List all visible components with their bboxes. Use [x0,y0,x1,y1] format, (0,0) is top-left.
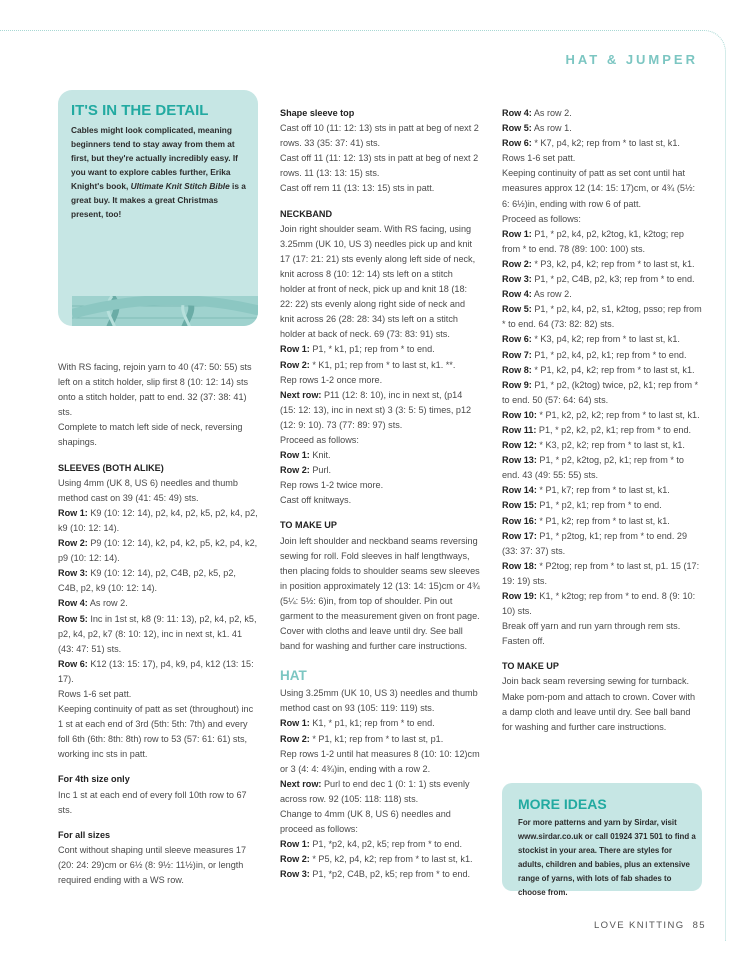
paragraph: Keeping continuity of patt as set (throughout) inc 1 st at each end of 3rd (5th: 5th: 7th) and every foll 6th (6th: 8th: 8th) row to 53 (57: 61: 61) sts, working inc sts in patt. [58,704,254,760]
pattern-row [502,136,702,151]
pattern-row [280,463,480,478]
row-label: Row 11: [502,424,537,435]
detail-text [71,123,251,221]
row-label: Row 18: [502,560,537,571]
pattern-row [280,732,480,747]
row-label: Row 1: [58,507,88,518]
row-text: * P1, k2, p4, k2; rep from * to last st, k1. [531,364,695,375]
paragraph: Break off yarn and run yarn through rem sts. Fasten off. [502,621,681,647]
row-text: P1, * p2, k2, p2, k1; rep from * to end. [536,424,692,435]
pattern-row [502,121,702,136]
pattern-row [502,423,702,438]
row-label: Row 15: [502,500,537,511]
row-text: K1, * p1, k1; rep from * to end. [309,718,435,729]
pattern-row [58,506,258,536]
pattern-row [502,438,702,453]
row-label: Row 3: [502,274,532,285]
cable-knit-photo [72,296,258,326]
row-label: Row 13: [502,455,537,466]
row-text: P1, *p2, k4, p2, k5; rep from * to end. [309,839,462,850]
row-text: Inc in 1st st, k8 (9: 11: 13), p2, k4, p2, k5, p2, k4, p2, k7 (8: 10: 12), inc in next st, k1. 41 (43: 47: 51) sts. [58,613,257,654]
paragraph: Join back seam reversing sewing for turnback. Make pom-pom and attach to crown. Cover with a damp cloth and leave until dry. See ball band for washing and further care instructions. [502,676,696,732]
section-heading: Shape sleeve top [280,108,355,118]
pattern-row [280,358,480,373]
pattern-row [502,529,702,559]
pattern-row [502,106,702,121]
row-label: Row 1: [502,228,532,239]
row-label: Row 16: [502,515,537,526]
pattern-row [502,408,702,423]
paragraph: Rep rows 1-2 until hat measures 8 (10: 10: 12)cm or 3 (4: 4: 4¾)in, ending with a row 2. [280,748,480,774]
row-text: As row 2. [87,598,128,609]
row-label: Row 6: [502,334,532,345]
paragraph: Cont without shaping until sleeve measures 17 (20: 24: 29)cm or 6½ (8: 9½: 11½)in, or length required ending with a WS row. [58,844,247,885]
pattern-row [502,332,702,347]
row-label: Row 1: [280,718,310,729]
pattern-row [502,514,702,529]
row-text: * P5, k2, p4, k2; rep from * to last st, k1. [309,854,473,865]
row-text: As row 2. [531,289,572,300]
paragraph: Keeping continuity of patt as set cont until hat measures approx 12 (14: 15: 17)cm, or 4¾ (5½: 6: 6½)in, ending with row 6 of patt. [502,168,696,209]
row-text: P1, * k1, p1; rep from * to end. [309,344,435,355]
row-label: Row 2: [280,465,310,476]
pattern-row [502,257,702,272]
row-text: * P1, k7; rep from * to last st, k1. [536,485,670,496]
row-text: P1, * p2tog, k1; rep from * to end. 29 (33: 37: 37) sts. [502,530,688,556]
detail-box [58,90,258,326]
row-text: K9 (10: 12: 14), p2, C4B, p2, k5, p2, C4B, p2, k9 (10: 12: 14). [58,568,236,594]
pattern-row [58,612,258,657]
more-ideas-text: For more patterns and yarn by Sirdar, visit www.sirdar.co.uk or call 01924 371 501 to find a stockist in your area. There are styles for adults, children and babies, plus an extensive range of yarns, with lots of fab shades to choose from. [518,818,696,897]
row-label: Next row: [280,389,322,400]
row-label: Row 5: [502,304,532,315]
row-label: Row 6: [502,138,532,149]
row-label: Row 10: [502,409,537,420]
more-ideas-title: MORE IDEAS [518,796,607,812]
row-label: Row 8: [502,364,532,375]
section-heading: TO MAKE UP [280,520,337,531]
row-label: Row 3: [280,869,310,880]
column-2 [280,106,480,883]
pattern-row [502,363,702,378]
row-label: Row 3: [58,568,88,579]
row-label: Row 14: [502,485,537,496]
detail-text-1: Cables might look complicated, meaning beginners tend to stay away from them at first, but they're actually incredibly easy. If you want to explore cables further, Erika Knight's book, [71,125,238,191]
pattern-row [280,777,480,807]
row-label: Row 19: [502,591,537,601]
paragraph: Cast off 10 (11: 12: 13) sts in patt at beg of next 2 rows. 33 (35: 37: 41) sts. [280,123,479,149]
detail-book-title: Ultimate Knit Stitch Bible [130,181,230,191]
row-text: * K1, p1; rep from * to last st, k1. **. [309,359,456,370]
pattern-row [58,657,258,687]
row-label: Row 2: [58,538,88,549]
row-text: P9 (10: 12: 14), k2, p4, k2, p5, k2, p4, k2, p9 (10: 12: 14). [58,538,258,564]
paragraph: Rows 1-6 set patt. [58,688,132,699]
row-text: P1, * p2, k2tog, p2, k1; rep from * to end. 43 (49: 55: 55) sts. [502,455,684,481]
pattern-row [502,453,702,483]
pattern-row [502,287,702,302]
pattern-row [502,498,702,513]
row-label: Row 17: [502,530,537,541]
row-text: K9 (10: 12: 14), p2, k4, p2, k5, p2, k4, p2, k9 (10: 12: 14). [58,507,258,533]
paragraph: With RS facing, rejoin yarn to 40 (47: 50: 55) sts left on a stitch holder, slip first 8 (10: 12: 14) sts onto a stitch holder, patt to end. 32 (37: 38: 41) sts. [58,362,252,418]
row-label: Row 5: [502,123,532,134]
paragraph: Change to 4mm (UK 8, US 6) needles and proceed as follows: [280,809,451,835]
row-text: P1, * p2, k4, p2, k1; rep from * to end. [531,349,687,360]
pattern-row [280,837,480,852]
paragraph: Using 3.25mm (UK 10, US 3) needles and thumb method cast on 93 (105: 119: 119) sts. [280,688,478,714]
paragraph: Complete to match left side of neck, reversing shapings. [58,422,243,448]
row-text: Purl to end dec 1 (0: 1: 1) sts evenly across row. 92 (105: 118: 118) sts. [280,778,470,804]
row-text: Purl. [309,465,332,476]
column-1 [58,360,258,888]
pattern-row [502,589,702,619]
detail-title: IT'S IN THE DETAIL [71,102,209,119]
row-label: Row 2: [280,359,310,370]
paragraph: Rep rows 1-2 twice more. [280,480,384,491]
row-text: P1, *p2, C4B, p2, k5; rep from * to end. [309,869,471,880]
row-label: Row 4: [502,289,532,300]
paragraph: Rep rows 1-2 once more. [280,374,383,385]
paragraph: Cast off 11 (11: 12: 13) sts in patt at beg of next 2 rows. 11 (13: 13: 15) sts. [280,153,479,179]
pattern-row [280,867,480,882]
pattern-row [280,342,480,357]
row-label: Row 12: [502,440,537,451]
paragraph: Proceed as follows: [280,434,359,445]
row-text: * P2tog; rep from * to last st, p1. 15 (17: 19: 19) sts. [502,560,700,586]
pattern-row [58,536,258,566]
section-heading: SLEEVES (BOTH ALIKE) [58,462,164,473]
pattern-row [280,852,480,867]
row-text: * K3, p4, k2; rep from * to last st, k1. [531,334,680,345]
detail-text-2: is a great buy. It makes a great Christmas present, too! [71,181,246,219]
row-label: Row 2: [280,733,310,744]
row-text: K12 (13: 15: 17), p4, k9, p4, k12 (13: 15: 17). [58,658,254,684]
row-label: Row 7: [502,349,532,360]
row-text: * P1, k1; rep from * to last st, p1. [309,733,444,744]
paragraph: Join right shoulder seam. With RS facing, using 3.25mm (UK 10, US 3) needles pick up and knit 17 (17: 21: 21) sts evenly along left side of neck, knit across 8 (10: 12: 14) sts left on a stitch holder at front of neck, pick up and knit 18 (18: 22: 22) sts evenly along right side of neck and knit across 26 (28: 28: 34) sts left on a stitch holder at back of neck. 69 (73: 83: 91) sts. [280,223,476,340]
pattern-row [58,596,258,611]
row-text: Knit. [309,450,331,461]
row-label: Row 6: [58,658,88,669]
paragraph: Inc 1 st at each end of every foll 10th row to 67 sts. [58,789,247,815]
section-heading: NECKBAND [280,208,333,219]
row-text: P1, * p2, k4, p2, k2tog, k1, k2tog; rep from * to end. 78 (89: 100: 100) sts. [502,228,684,254]
pattern-row [280,388,480,433]
section-heading: TO MAKE UP [502,661,559,672]
row-text: * K3, p2, k2; rep from * to last st, k1. [536,440,685,451]
row-text: * P3, k2, p4, k2; rep from * to last st, k1. [531,258,695,269]
row-text: As row 1. [531,123,572,134]
row-text: P1, * p2, k1; rep from * to end. [536,500,662,511]
row-label: Row 9: [502,379,532,390]
paragraph: Proceed as follows: [502,213,581,224]
row-label: Row 1: [280,450,310,461]
row-text: * P1, k2, p2, k2; rep from * to last st, k1. [536,409,700,420]
paragraph: Cast off knitways. [280,495,352,506]
pattern-row [502,272,702,287]
row-label: Next row: [280,778,322,789]
section-title: HAT [280,668,307,684]
row-text: As row 2. [531,108,572,118]
paragraph: Cast off rem 11 (13: 13: 15) sts in patt. [280,183,435,194]
pattern-row [58,566,258,596]
paragraph: Rows 1-6 set patt. [502,153,576,164]
row-label: Row 5: [58,613,88,624]
pattern-row [502,559,702,589]
row-label: Row 1: [280,344,310,355]
row-text: P11 (12: 8: 10), inc in next st, (p14 (15: 12: 13), inc in next st) 3 (3: 5: 5) times, p12 (12: 9: 10). 73 (77: 89: 97) sts. [280,389,472,430]
pattern-row [502,227,702,257]
pattern-row [280,716,480,731]
row-label: Row 2: [280,854,310,865]
pattern-row [502,302,702,332]
section-heading: For 4th size only [58,774,130,785]
row-label: Row 4: [58,598,88,609]
pattern-row [502,483,702,498]
row-text: P1, * p2, (k2tog) twice, p2, k1; rep from * to end. 50 (57: 64: 64) sts. [502,379,699,405]
row-text: P1, * p2, k4, p2, s1, k2tog, psso; rep from * to end. 64 (73: 82: 82) sts. [502,304,702,330]
section-header: HAT & JUMPER [565,52,698,67]
row-text: P1, * p2, C4B, p2, k3; rep from * to end. [531,274,695,285]
column-3 [502,106,702,735]
paragraph: Using 4mm (UK 8, US 6) needles and thumb method cast on 39 (41: 45: 49) sts. [58,477,238,503]
row-label: Row 4: [502,108,532,118]
magazine-name: LOVE KNITTING [594,920,685,931]
page-footer [594,920,706,931]
row-label: Row 2: [502,258,532,269]
page-number: 85 [692,920,706,931]
pattern-row [502,348,702,363]
pattern-row [502,378,702,408]
section-heading: For all sizes [58,829,111,840]
row-text: * P1, k2; rep from * to last st, k1. [536,515,670,526]
row-text: K1, * k2tog; rep from * to end. 8 (9: 10: 10) sts. [502,591,696,617]
pattern-row [280,448,480,463]
more-ideas-box [502,783,702,897]
row-text: * K7, p4, k2; rep from * to last st, k1. [531,138,680,149]
paragraph: Join left shoulder and neckband seams reversing sewing for roll. Fold sleeves in half lengthways, then placing folds to shoulder seams sew sleeves in position approximately 12 (13: 14: 15)cm or 4¾ (5¼: 5½: 6)in, from top of shoulder. Pin out garment to the measurement given on front page. Cover with cloths and leave until dry. See ball band for washing and further care instructions. [280,535,480,652]
row-label: Row 1: [280,839,310,850]
